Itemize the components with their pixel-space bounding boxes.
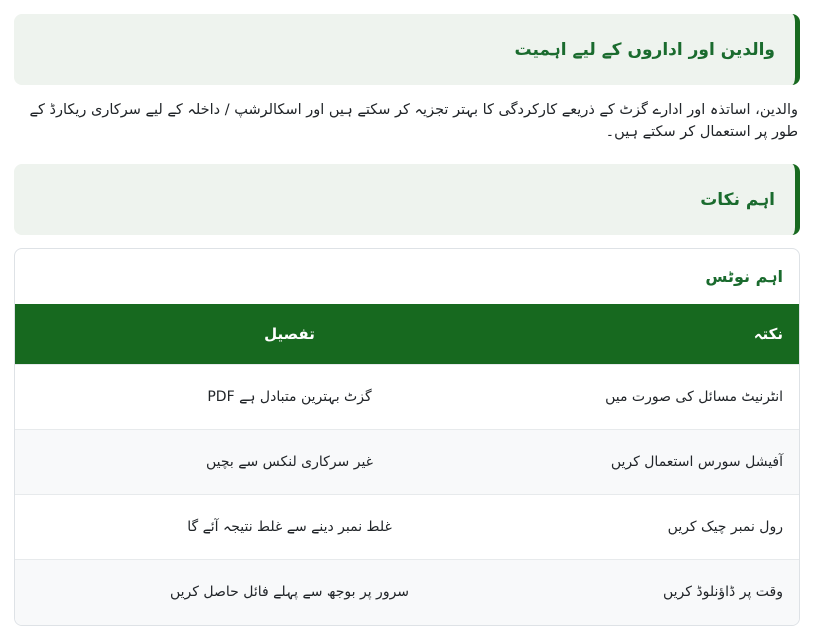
notes-table-body <box>15 365 799 625</box>
section-title-key-points: اہم نکات <box>700 189 775 210</box>
detail-cell: غلط نمبر دینے سے غلط نتیجہ آئے گا <box>15 495 564 560</box>
point-cell: انٹرنیٹ مسائل کی صورت میں <box>564 365 799 430</box>
table-row <box>15 495 799 560</box>
table-row <box>15 365 799 430</box>
table-row <box>15 430 799 495</box>
important-notes-card <box>14 248 800 626</box>
notes-card-title: اہم نوٹس <box>705 266 783 286</box>
detail-cell: سرور پر بوجھ سے پہلے فائل حاصل کریں <box>15 560 564 625</box>
section-header-parents-importance <box>14 14 800 85</box>
table-row <box>15 560 799 625</box>
column-header-detail: تفصیل <box>15 304 564 365</box>
column-header-point: نکتہ <box>564 304 799 365</box>
intro-paragraph: والدین، اساتذہ اور ادارے گزٹ کے ذریعے کارکردگی کا بہتر تجزیہ کر سکتے ہیں اور اسکالرشپ / داخلہ کے لیے سرکاری ریکارڈ کے طور پر استعمال کر سکتے ہیں۔ <box>29 102 798 140</box>
point-cell: آفیشل سورس استعمال کریں <box>564 430 799 495</box>
section-title-parents-importance: والدین اور اداروں کے لیے اہمیت <box>514 40 775 60</box>
notes-table-head <box>15 304 799 365</box>
point-cell: رول نمبر چیک کریں <box>564 495 799 560</box>
notes-table <box>15 304 799 625</box>
detail-cell: PDF گزٹ بہترین متبادل ہے <box>15 365 564 430</box>
point-cell: وقت پر ڈاؤنلوڈ کریں <box>564 560 799 625</box>
detail-cell: غیر سرکاری لنکس سے بچیں <box>15 430 564 495</box>
section-header-key-points <box>14 164 800 235</box>
notes-table-header-row <box>15 304 799 365</box>
